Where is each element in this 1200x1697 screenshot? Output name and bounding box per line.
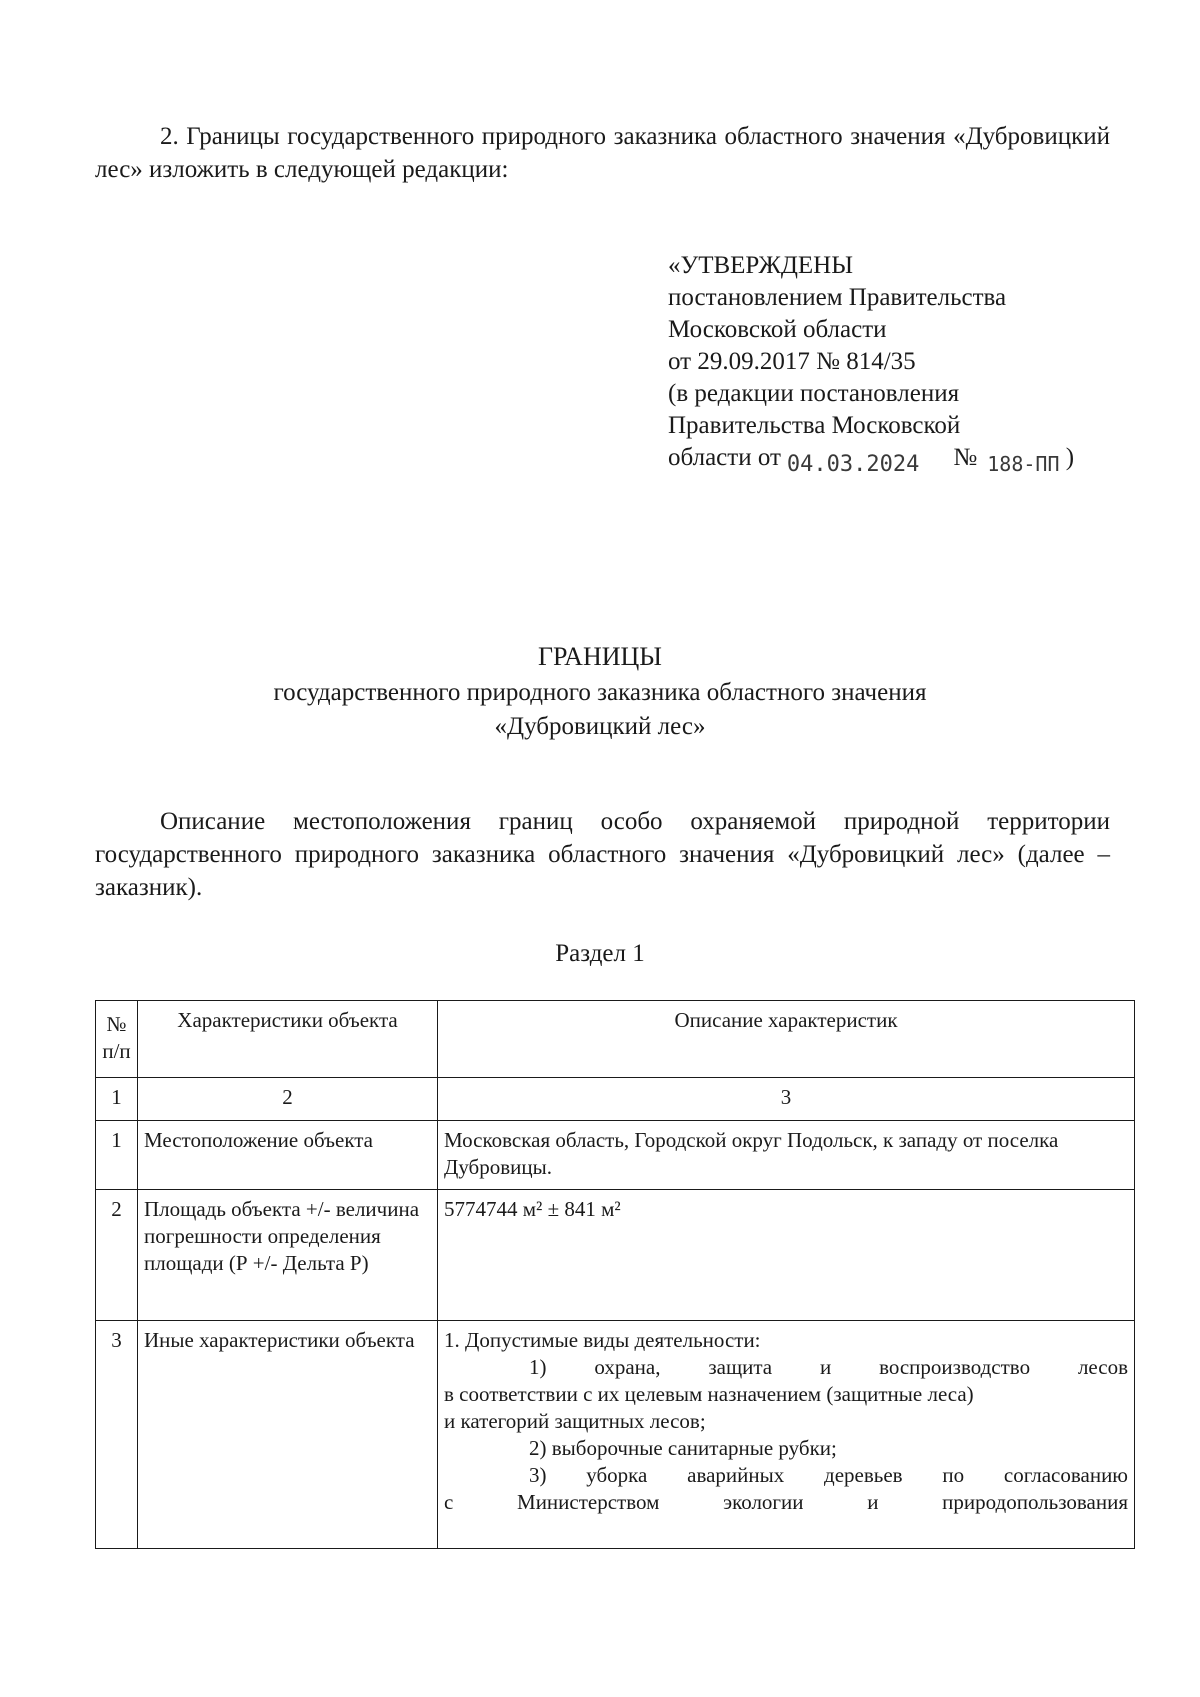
desc-line-3: в соответствии с их целевым назначением (защитные леса) <box>444 1382 974 1406</box>
approval-stamp-block <box>668 250 1138 481</box>
row-characteristic: Местоположение объекта <box>138 1121 438 1190</box>
approval-line-7-prefix: области от <box>668 444 781 471</box>
row-description: 5774744 м² ± 841 м² <box>438 1190 1135 1321</box>
desc-line-4: и категорий защитных лесов; <box>444 1409 706 1433</box>
desc-line-5: 2) выборочные санитарные рубки; <box>529 1436 837 1460</box>
heading-title: ГРАНИЦЫ <box>538 642 662 671</box>
approval-line-3: Московской области <box>668 316 887 343</box>
number-sign: № <box>953 444 978 471</box>
table-header-row <box>96 1001 1135 1078</box>
intro-paragraph: 2. Границы государственного природного заказника областного значения «Дубровицкий лес» изложить в следующей редакции: <box>95 123 1110 183</box>
desc-line-6: 3) уборка аварийных деревьев по согласованию <box>529 1463 1128 1487</box>
row-description: Московская область, Городской округ Подольск, к западу от поселка Дубровицы. <box>438 1121 1135 1190</box>
row-description <box>438 1321 1135 1549</box>
approval-line-1: «УТВЕРЖДЕНЫ <box>668 252 854 279</box>
desc-line-7: с Министерством экологии и природопользования <box>444 1490 1128 1514</box>
approval-line-4: от 29.09.2017 № 814/35 <box>668 348 916 375</box>
description-paragraph: Описание местоположения границ особо охраняемой природной территории государственного природного заказника областного значения «Дубровицкий лес» (далее – заказник). <box>95 808 1110 901</box>
row-num: 1 <box>96 1121 138 1190</box>
row-num: 2 <box>96 1190 138 1321</box>
header-characteristic: Характеристики объекта <box>138 1001 438 1078</box>
index-cell-3: 3 <box>438 1078 1135 1121</box>
index-cell-2: 2 <box>138 1078 438 1121</box>
table-row <box>96 1121 1135 1190</box>
row-characteristic: Иные характеристики объекта <box>138 1321 438 1549</box>
closing-paren: ) <box>1065 444 1075 471</box>
approval-line-5: (в редакции постановления <box>668 380 960 407</box>
approval-line-2: постановлением Правительства <box>668 284 1007 311</box>
characteristics-table <box>95 1000 1135 1549</box>
approval-line-7 <box>668 442 1138 481</box>
approval-line-6: Правительства Московской <box>668 412 961 439</box>
desc-line-2: 1) охрана, защита и воспроизводство лесов <box>529 1355 1128 1379</box>
heading-subtitle-2: «Дубровицкий лес» <box>494 713 706 740</box>
table-index-row <box>96 1078 1135 1121</box>
table-row <box>96 1321 1135 1549</box>
handwritten-number: 188-ПП <box>987 452 1060 476</box>
handwritten-date: 04.03.2024 <box>786 452 920 477</box>
table-row <box>96 1190 1135 1321</box>
header-description: Описание характеристик <box>438 1001 1135 1078</box>
section-label: Раздел 1 <box>555 940 645 967</box>
heading-subtitle-1: государственного природного заказника областного значения <box>273 679 927 706</box>
header-num: № п/п <box>96 1001 138 1078</box>
row-num: 3 <box>96 1321 138 1549</box>
index-cell-1: 1 <box>96 1078 138 1121</box>
desc-line-1: 1. Допустимые виды деятельности: <box>444 1328 761 1352</box>
row-characteristic: Площадь объекта +/- величина погрешности определения площади (Р +/- Дельта Р) <box>138 1190 438 1321</box>
